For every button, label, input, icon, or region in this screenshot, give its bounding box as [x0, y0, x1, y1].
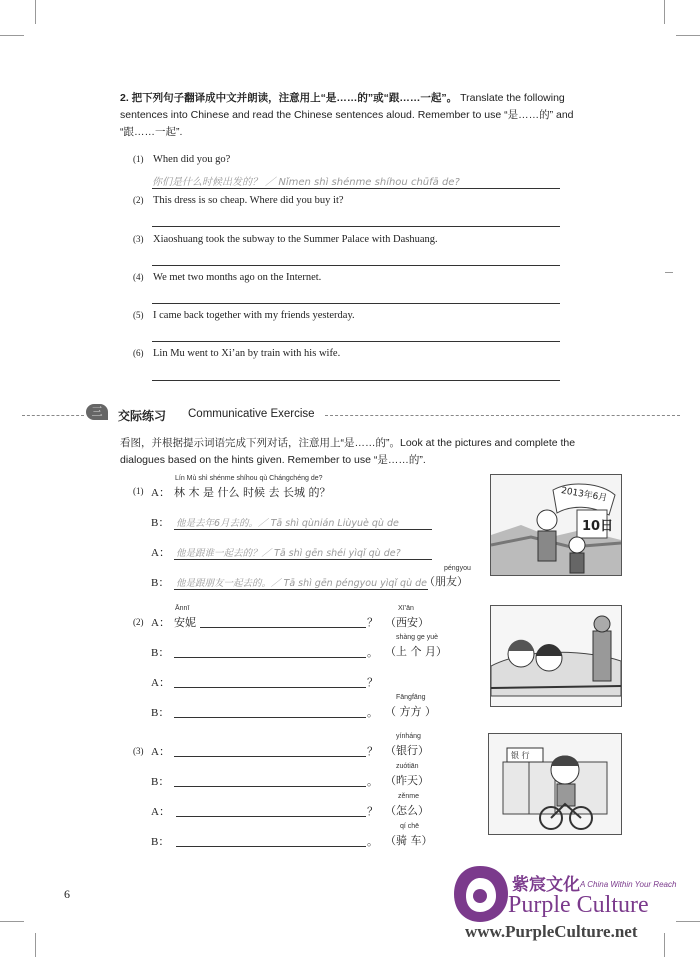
dialogue-answer-line[interactable]: [174, 559, 432, 560]
train-icon: [491, 606, 621, 706]
punctuation: 。: [367, 836, 378, 848]
bank-sign: 银 行: [511, 751, 530, 760]
hint-word: （西安）: [385, 616, 429, 629]
dialogue-answer-line[interactable]: [174, 589, 428, 590]
crop-mark: [676, 921, 700, 922]
speaker-b: B：: [151, 707, 170, 719]
section-number-icon: 三: [86, 404, 108, 420]
section-divider: [22, 415, 84, 416]
speaker-a: A：: [151, 746, 170, 758]
section-instruction: 看图，并根据提示词语完成下列对话，注意用上“是……的”。Look at the pictures and complete the dialogues based on the hints given. Remember to use “是……的”.: [120, 437, 576, 466]
crop-mark: [35, 933, 36, 957]
instruction-en: Translate the following sentences into Chinese and read the Chinese sentences aloud. Remember to use: [120, 92, 565, 121]
dialogue-answer-line[interactable]: [174, 717, 366, 718]
translation-item: (5) I came back together with my friends yesterday.: [133, 310, 355, 321]
punctuation: ？: [367, 746, 378, 758]
brand-tagline: A China Within Your Reach: [580, 880, 677, 889]
pinyin: zěnme: [398, 793, 420, 800]
pinyin: Lín Mù shì shénme shíhou qù Chángchéng de?: [175, 475, 323, 482]
bank-illustration: [488, 733, 622, 835]
crop-mark: [35, 0, 36, 24]
hint-word: （骑 车）: [385, 834, 433, 847]
dialogue-answer-line[interactable]: [174, 657, 366, 658]
hint-word: （银行）: [385, 744, 429, 757]
punctuation: 。: [367, 707, 378, 719]
dialogue-answer-line[interactable]: [174, 756, 366, 757]
speaker-a: A：: [151, 487, 170, 499]
logo-icon: [450, 862, 510, 924]
sample-answer: 他是跟朋友一起去的。／ Tā shì gēn péngyou yìqǐ qù de: [176, 578, 428, 589]
instruction-zh-tail: “是……的” and “跟……一起”.: [120, 109, 574, 138]
section-title-zh: 交际练习: [118, 409, 167, 423]
section-divider: [325, 415, 680, 416]
page-number: 6: [64, 887, 70, 901]
speaker-a: A：: [151, 806, 170, 818]
hint-word: （昨天）: [385, 774, 429, 787]
speaker-b: B：: [151, 647, 170, 659]
brand-zh: 紫宸文化: [512, 875, 580, 895]
dialogue-number: (1): [133, 486, 144, 496]
pic-date-text: 2013年6月: [560, 486, 608, 504]
dialogue-answer-line[interactable]: [176, 816, 366, 817]
punctuation: 。: [367, 647, 378, 659]
hint-word: （ 方方 ）: [385, 705, 436, 718]
crop-mark: [676, 35, 700, 36]
exercise-instruction: [120, 90, 610, 141]
pinyin: qí chē: [400, 823, 420, 830]
punctuation: ？: [367, 677, 378, 689]
pinyin: péngyou: [444, 565, 471, 572]
brand-url[interactable]: www.PurpleCulture.net: [465, 922, 638, 941]
sample-answer: 他是去年6月去的。／ Tā shì qùnián Liùyuè qù de: [176, 518, 399, 529]
translation-item: (3) Xiaoshuang took the subway to the Summer Palace with Dashuang.: [133, 234, 438, 245]
instruction-zh: 2. 把下列句子翻译成中文并朗读，注意用上“是……的”或“跟……一起”。: [120, 92, 458, 104]
dialogue-answer-line[interactable]: [200, 627, 366, 628]
speaker-a: A：: [151, 677, 170, 689]
section-title-en: Communicative Exercise: [188, 408, 315, 420]
crop-mark: [0, 35, 24, 36]
great-wall-illustration: [490, 474, 622, 576]
dialogue-subject: 安妮: [174, 616, 196, 629]
pinyin: shàng ge yuè: [396, 634, 439, 641]
crop-mark: [664, 0, 665, 24]
speaker-b: B：: [151, 517, 170, 529]
dialogue-question: 林 木 是 什么 时候 去 长城 的？: [174, 486, 331, 499]
speaker-b: B：: [151, 836, 170, 848]
answer-line-4[interactable]: [152, 303, 560, 304]
dialogue-answer-line[interactable]: [176, 846, 366, 847]
train-illustration: [490, 605, 622, 707]
pinyin: Xī’ān: [398, 605, 414, 612]
crop-mark: [665, 272, 673, 273]
punctuation: ？: [367, 806, 378, 818]
crop-mark: [0, 921, 24, 922]
dialogue-number: (3): [133, 746, 144, 756]
punctuation: 。: [367, 776, 378, 788]
speaker-a: A：: [151, 547, 170, 559]
speaker-b: B：: [151, 577, 170, 589]
answer-line-2[interactable]: [152, 226, 560, 227]
punctuation: ？: [367, 617, 378, 629]
answer-line-5[interactable]: [152, 341, 560, 342]
answer-line-3[interactable]: [152, 265, 560, 266]
hint-word: （朋友）: [424, 575, 468, 588]
pinyin: yínháng: [396, 733, 421, 740]
translation-item: (4) We met two months ago on the Internet.: [133, 272, 322, 283]
answer-line-6[interactable]: [152, 380, 560, 381]
answer-line-1[interactable]: [152, 188, 560, 189]
dialogue-answer-line[interactable]: [174, 687, 366, 688]
hint-word: （上 个 月）: [385, 645, 447, 658]
translation-item: (2) This dress is so cheap. Where did you buy it?: [133, 195, 344, 206]
bicycle-icon: [489, 734, 621, 834]
translation-item: (6) Lin Mu went to Xi’an by train with his wife.: [133, 348, 341, 359]
dialogue-answer-line[interactable]: [174, 529, 432, 530]
pic-day-text: 10日: [582, 519, 614, 534]
dialogue-number: (2): [133, 617, 144, 627]
pinyin: zuótiān: [396, 763, 419, 770]
pinyin: Fāngfāng: [396, 694, 426, 701]
translation-item: (1) When did you go?: [133, 154, 231, 165]
sample-answer: 你们是什么时候出发的？ ／ Nǐmen shì shénme shíhou chūfā de?: [152, 177, 460, 188]
speaker-b: B：: [151, 776, 170, 788]
crop-mark: [664, 933, 665, 957]
sample-answer: 他是跟谁一起去的？／ Tā shì gēn shéi yìqǐ qù de?: [176, 548, 401, 559]
brand-en: Purple Culture: [508, 892, 649, 918]
dialogue-answer-line[interactable]: [174, 786, 366, 787]
speaker-a: A：: [151, 617, 170, 629]
hint-word: （怎么）: [385, 804, 429, 817]
pinyin: Ānnī: [175, 605, 190, 612]
purple-culture-logo: [450, 862, 510, 924]
